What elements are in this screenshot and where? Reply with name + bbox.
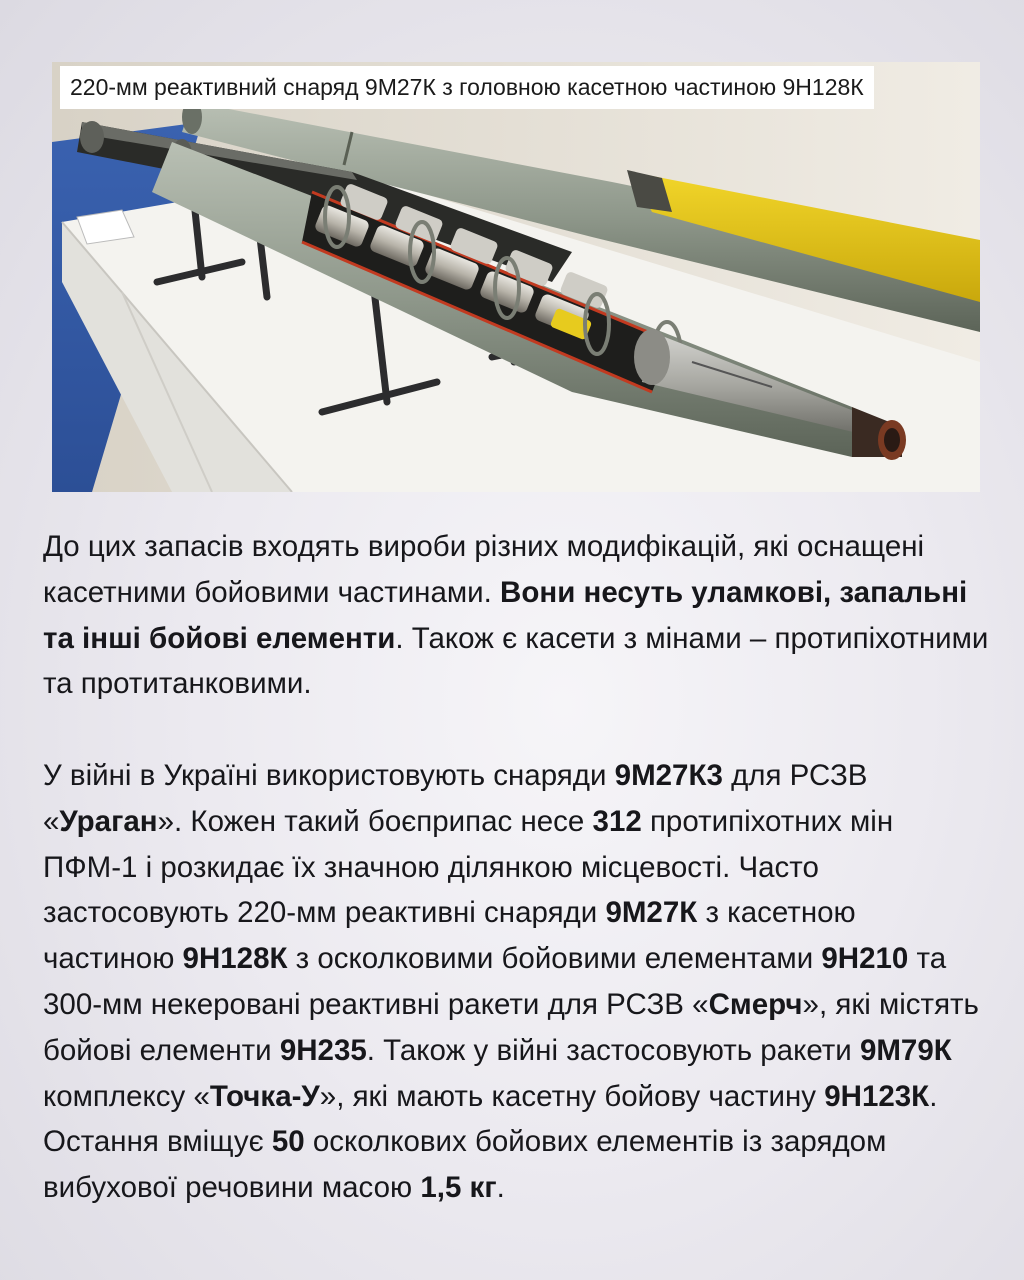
photo-caption: 220-мм реактивний снаряд 9М27К з головною касетною частиною 9Н128К	[60, 66, 874, 109]
text-run: », які мають касетну бойову частину	[319, 1079, 825, 1113]
text-run: комплексу «	[43, 1079, 210, 1113]
rocket-cutaway-photo	[52, 62, 980, 492]
bold-text-run: 9Н123К	[824, 1079, 930, 1113]
text-run: . Також у війні застосовують ракети	[366, 1033, 860, 1067]
bold-text-run: 9М27К3	[614, 758, 723, 792]
bold-text-run: Смерч	[708, 987, 803, 1021]
text-run: для РСЗВ «	[43, 758, 868, 838]
bold-text-run: 9М27К	[605, 896, 698, 930]
text-run: », які містять бойові елементи	[43, 987, 979, 1067]
bold-text-run: 1,5 кг	[420, 1171, 497, 1205]
bold-text-run: Вони несуть уламкові, запальні та інші бойові елементи	[43, 575, 968, 655]
text-run: осколкових бойових елементів із зарядом вибухової речовини масою	[43, 1125, 887, 1205]
article-body	[43, 524, 993, 1211]
bold-text-run: 312	[592, 804, 642, 838]
paragraph-2	[43, 753, 993, 1211]
text-run: та 300-мм некеровані реактивні ракети для РСЗВ «	[43, 942, 947, 1021]
bold-text-run: 9Н210	[821, 942, 909, 976]
bold-text-run: 50	[271, 1125, 305, 1159]
text-run: . Також є касети з мінами – протипіхотними та протитанковими.	[43, 621, 989, 701]
text-run: . Остання вміщує	[43, 1079, 938, 1159]
rocket-photo-illustration	[52, 62, 980, 492]
text-run: ». Кожен такий боєприпас несе	[157, 804, 593, 838]
bold-text-run: 9М79К	[859, 1033, 952, 1067]
text-run: У війні в Україні використовують снаряди	[43, 758, 615, 792]
bold-text-run: 9Н128К	[182, 942, 288, 976]
paragraph-1	[43, 524, 993, 707]
bold-text-run: Точка-У	[209, 1079, 320, 1113]
bold-text-run: Ураган	[59, 804, 158, 838]
text-run: з осколковими бойовими елементами	[287, 942, 822, 976]
bold-text-run: 9Н235	[279, 1033, 367, 1067]
text-run: До цих запасів входять вироби різних модифікацій, які оснащені касетними бойовими частинами.	[43, 530, 925, 609]
text-run: .	[496, 1171, 505, 1205]
text-run: протипіхотних мін ПФМ-1 і розкидає їх значною ділянкою місцевості. Часто застосовують 220-мм реактивні снаряди	[43, 804, 894, 930]
text-run: з касетною частиною	[43, 896, 856, 976]
